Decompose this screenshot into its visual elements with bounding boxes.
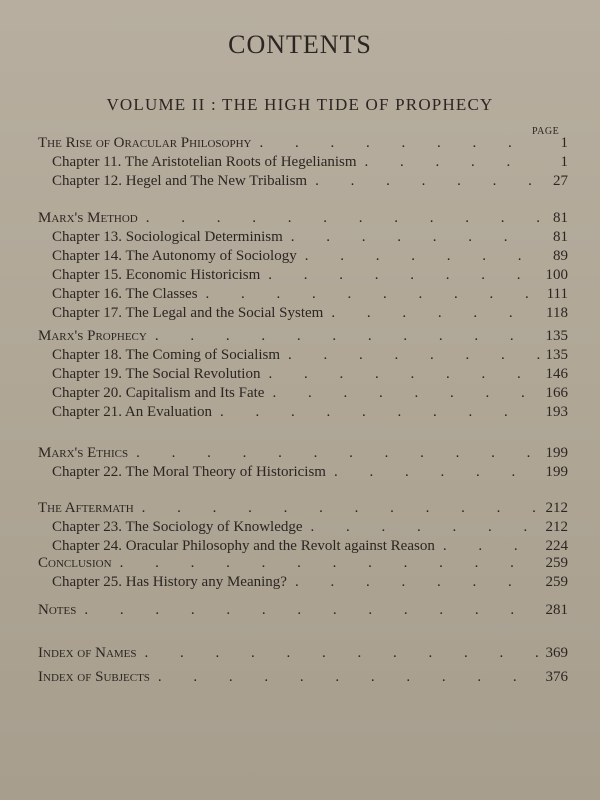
chapter-entry-label: Chapter 22. The Moral Theory of Historicism — [52, 464, 326, 480]
section-entry — [38, 553, 568, 573]
section-entry-label: The Aftermath — [38, 500, 134, 516]
section-entry-page-number: 212 — [545, 500, 568, 516]
chapter-entry-page-number: 259 — [545, 574, 568, 590]
chapter-entry-label: Chapter 23. The Sociology of Knowledge — [52, 519, 303, 535]
dot-leader — [288, 345, 540, 365]
section-entry-page-number: 135 — [545, 328, 568, 344]
chapter-entry-page-number: 199 — [545, 464, 568, 480]
dot-leader — [268, 265, 540, 285]
dot-leader — [120, 553, 540, 573]
chapter-entry-label: Chapter 25. Has History any Meaning? — [52, 574, 287, 590]
contents-title: CONTENTS — [228, 30, 372, 59]
chapter-entry-page-number: 212 — [545, 519, 568, 535]
chapter-entry — [52, 572, 568, 592]
section-entry — [38, 208, 568, 228]
dot-leader — [295, 572, 540, 592]
section-entry — [38, 498, 568, 518]
chapter-entry-page-number: 100 — [545, 267, 568, 283]
chapter-entry-page-number: 135 — [545, 347, 568, 363]
dot-leader — [311, 517, 540, 537]
dot-leader — [155, 326, 540, 346]
chapter-entry — [52, 152, 568, 172]
dot-leader — [142, 498, 540, 518]
chapter-entry — [52, 171, 568, 191]
dot-leader — [220, 402, 540, 422]
chapter-entry-page-number: 27 — [553, 173, 568, 189]
chapter-entry-page-number: 1 — [560, 154, 568, 170]
dot-leader — [365, 152, 540, 172]
chapter-entry-label: Chapter 18. The Coming of Socialism — [52, 347, 281, 363]
chapter-entry-label: Chapter 17. The Legal and the Social System — [52, 305, 324, 321]
section-entry — [38, 600, 568, 620]
dot-leader — [206, 284, 540, 304]
section-entry-label: Index of Subjects — [38, 669, 150, 685]
section-entry — [38, 667, 568, 687]
chapter-entry — [52, 462, 568, 482]
chapter-entry — [52, 402, 568, 422]
chapter-entry — [52, 303, 568, 323]
chapter-entry — [52, 246, 568, 266]
chapter-entry-label: Chapter 21. An Evaluation — [52, 404, 212, 420]
chapter-entry — [52, 383, 568, 403]
chapter-entry-label: Chapter 11. The Aristotelian Roots of Hegelianism — [52, 154, 357, 170]
section-entry — [38, 643, 568, 663]
chapter-entry — [52, 284, 568, 304]
section-entry-page-number: 281 — [545, 602, 568, 618]
dot-leader — [146, 208, 540, 228]
chapter-entry-label: Chapter 14. The Autonomy of Sociology — [52, 248, 297, 264]
chapter-entry-page-number: 89 — [553, 248, 568, 264]
chapter-entry — [52, 364, 568, 384]
chapter-entry-label: Chapter 20. Capitalism and Its Fate — [52, 385, 265, 401]
section-entry-page-number: 1 — [560, 135, 568, 151]
chapter-entry — [52, 265, 568, 285]
page-column-label: PAGE — [532, 126, 560, 137]
section-entry-label: Marx's Prophecy — [38, 328, 147, 344]
dot-leader — [334, 462, 540, 482]
dot-leader — [84, 600, 540, 620]
dot-leader — [145, 643, 540, 663]
section-entry — [38, 133, 568, 153]
section-entry-page-number: 199 — [545, 445, 568, 461]
chapter-entry-page-number: 81 — [553, 229, 568, 245]
dot-leader — [158, 667, 540, 687]
chapter-entry — [52, 517, 568, 537]
volume-heading: VOLUME II : THE HIGH TIDE OF PROPHECY — [106, 95, 494, 114]
chapter-entry — [52, 345, 568, 365]
section-entry-page-number: 259 — [545, 555, 568, 571]
section-entry-label: Index of Names — [38, 645, 137, 661]
chapter-entry-label: Chapter 15. Economic Historicism — [52, 267, 261, 283]
dot-leader — [268, 364, 540, 384]
section-entry-label: The Rise of Oracular Philosophy — [38, 135, 252, 151]
dot-leader — [291, 227, 540, 247]
chapter-entry-page-number: 224 — [545, 538, 568, 554]
chapter-entry-label: Chapter 24. Oracular Philosophy and the Revolt against Reason — [52, 538, 435, 554]
dot-leader — [315, 171, 540, 191]
chapter-entry-page-number: 118 — [546, 305, 568, 321]
dot-leader — [305, 246, 540, 266]
dot-leader — [272, 383, 540, 403]
chapter-entry-label: Chapter 16. The Classes — [52, 286, 198, 302]
section-entry-label: Conclusion — [38, 555, 112, 571]
dot-leader — [259, 133, 540, 153]
chapter-entry — [52, 227, 568, 247]
section-entry — [38, 443, 568, 463]
dot-leader — [331, 303, 540, 323]
chapter-entry-label: Chapter 13. Sociological Determinism — [52, 229, 283, 245]
section-entry-page-number: 369 — [545, 645, 568, 661]
chapter-entry-page-number: 166 — [545, 385, 568, 401]
chapter-entry-page-number: 193 — [545, 404, 568, 420]
section-entry-page-number: 81 — [553, 210, 568, 226]
section-entry-label: Marx's Method — [38, 210, 138, 226]
chapter-entry-label: Chapter 12. Hegel and The New Tribalism — [52, 173, 308, 189]
chapter-entry-page-number: 111 — [546, 286, 568, 302]
chapter-entry-page-number: 146 — [545, 366, 568, 382]
section-entry-label: Notes — [38, 602, 77, 618]
section-entry-page-number: 376 — [545, 669, 568, 685]
section-entry-label: Marx's Ethics — [38, 445, 129, 461]
chapter-entry-label: Chapter 19. The Social Revolution — [52, 366, 261, 382]
dot-leader — [136, 443, 540, 463]
section-entry — [38, 326, 568, 346]
